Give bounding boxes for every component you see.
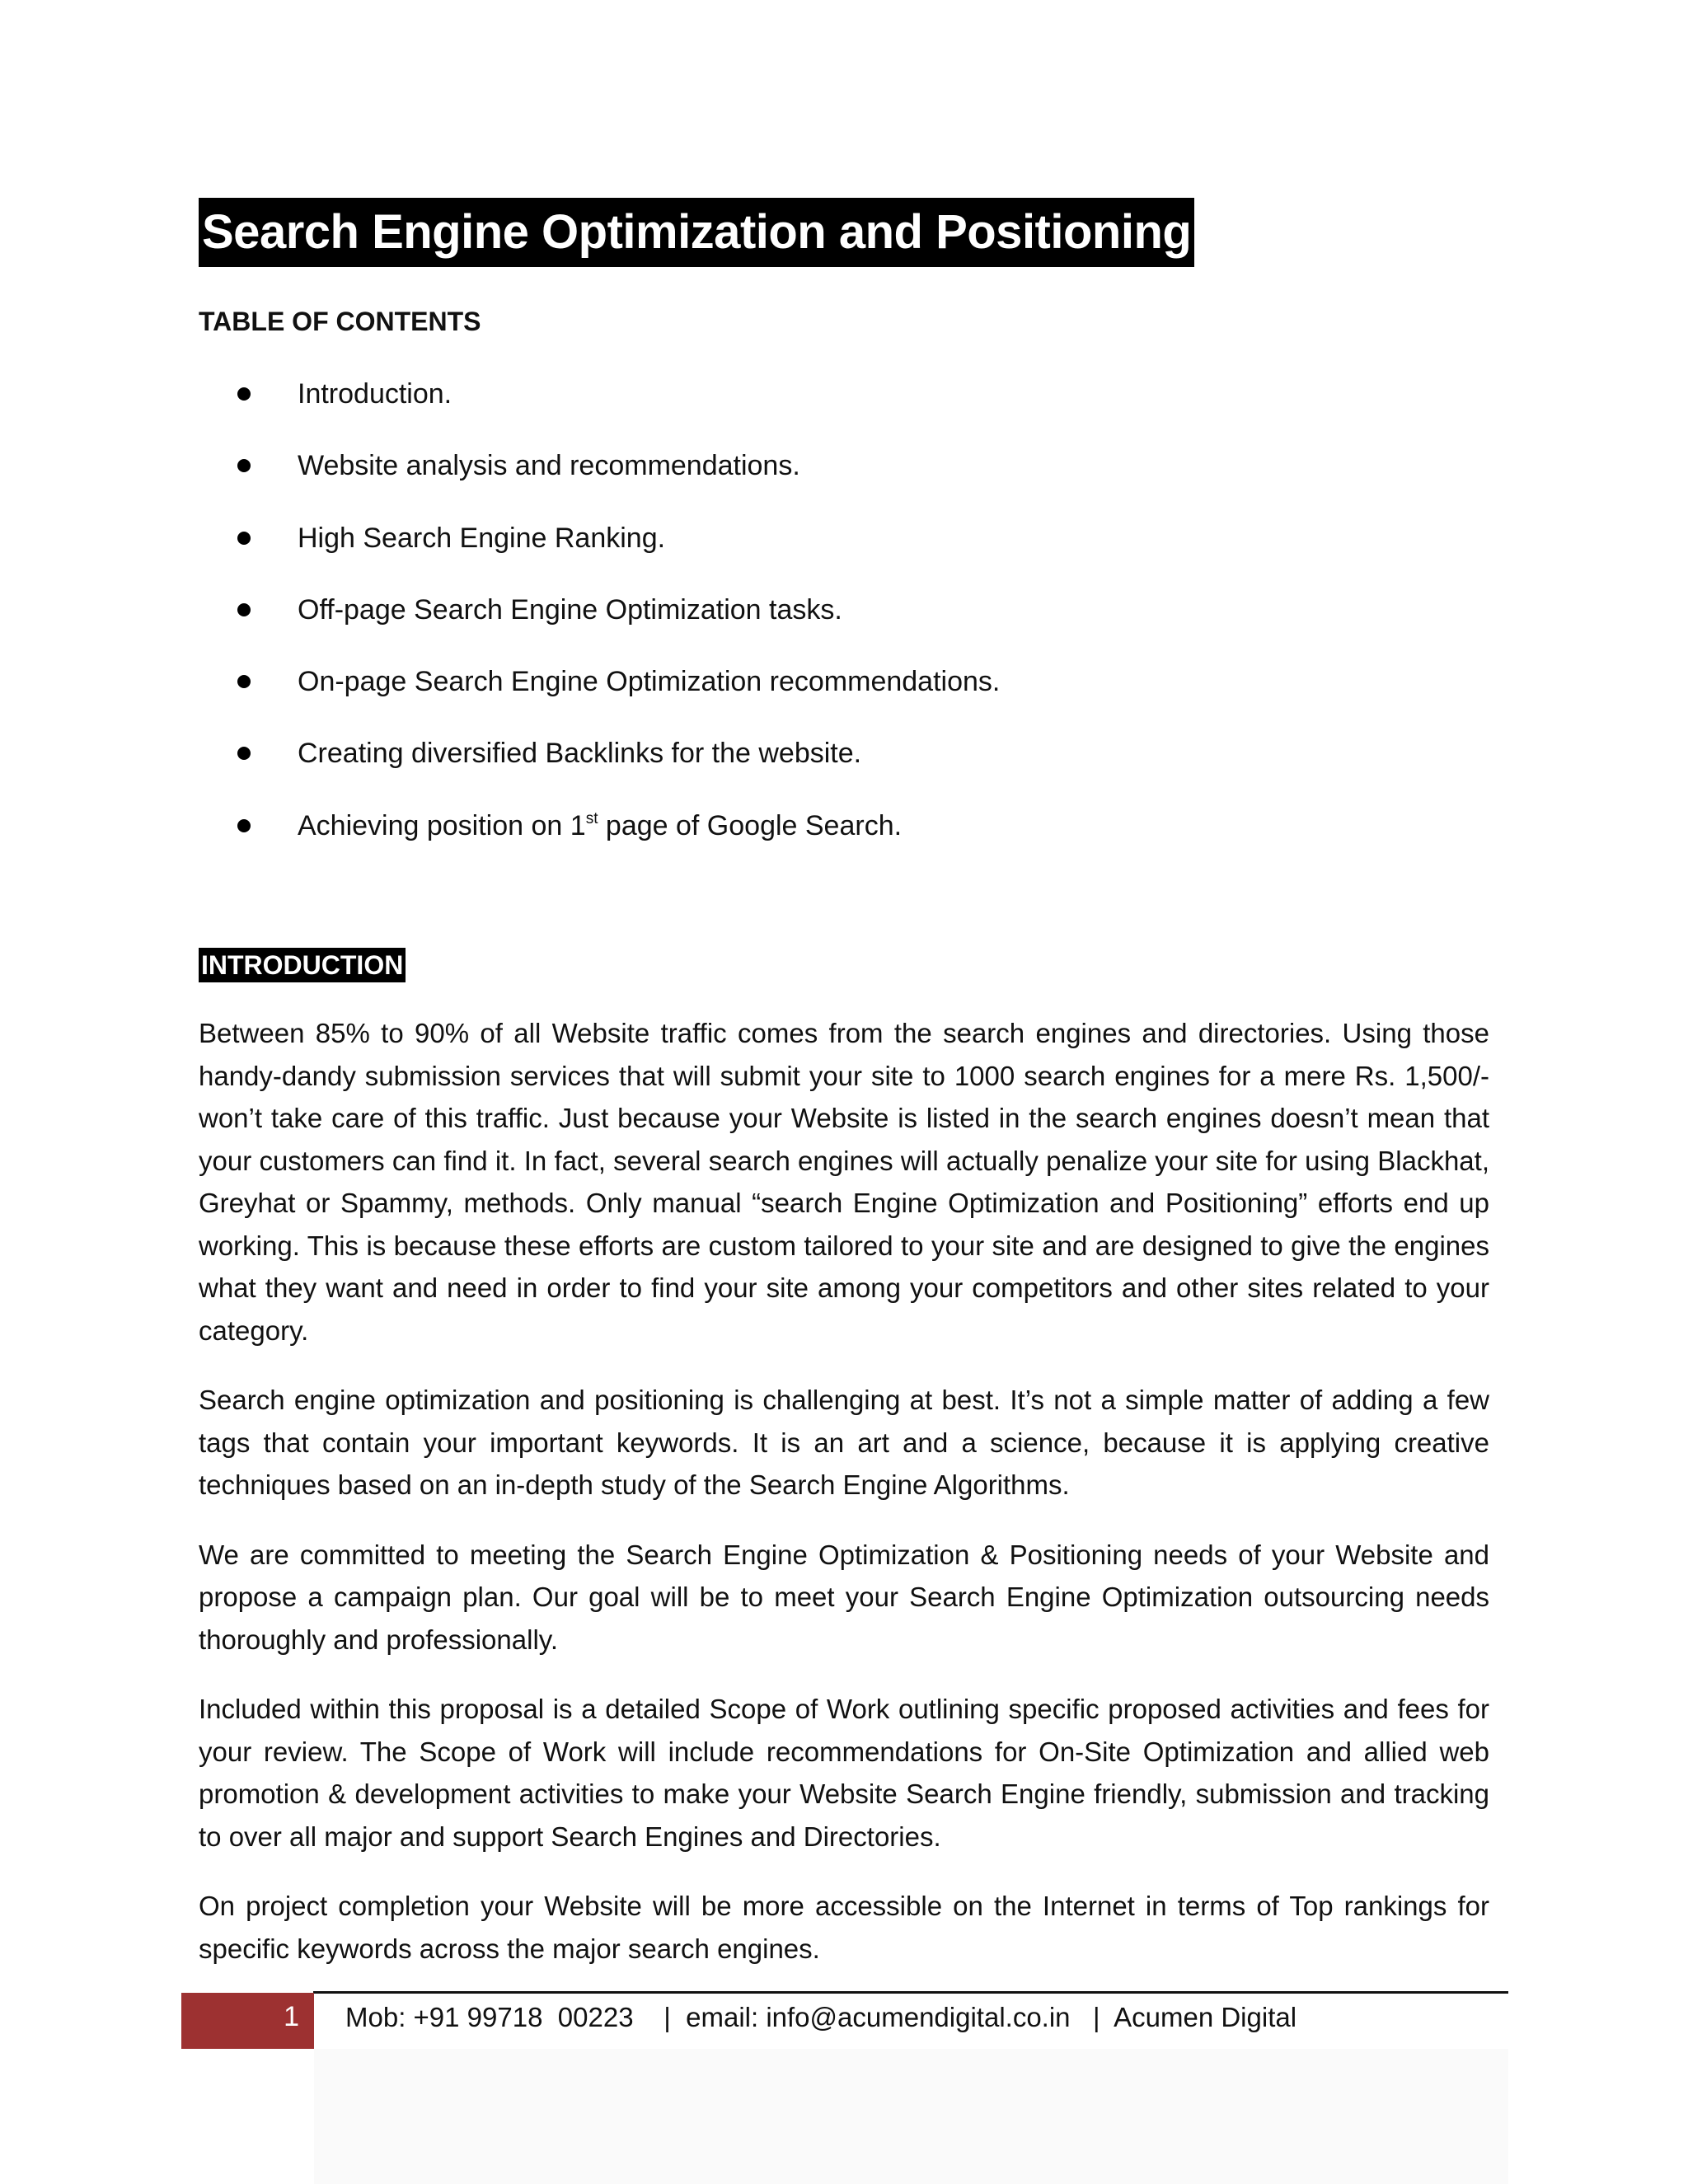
toc-item-superscript: st [585, 809, 598, 827]
toc-item-text: Website analysis and recommendations. [298, 450, 800, 482]
bullet-icon [237, 387, 251, 401]
paragraph: Between 85% to 90% of all Website traffic comes from the search engines and directories. Using those handy-dandy submission services that will submit your site to 1000 search engines for a mere Rs. 1,500/- won’t take care of this traffic. Just because your Website is listed in the search engines doesn’t mean that your customers can find it. In fact, several search engines will actually penalize your site for using Blackhat, Greyhat or Spammy, methods. Only manual “search Engine Optimization and Positioning” efforts end up working. This is because these efforts are custom tailored to your site and are designed to give the engines what they want and need in order to find your site among your competitors and other sites related to your category. [199, 1018, 1489, 1346]
paragraph: On project completion your Website will be more accessible on the Internet in terms of Top rankings for specific keywords across the major search engines. [199, 1891, 1489, 1964]
bullet-icon [237, 532, 251, 545]
toc-item-text-before: Achieving position on 1 [298, 809, 586, 841]
toc-item-text [298, 804, 902, 847]
introduction-body [199, 1012, 1489, 1997]
bullet-icon [237, 819, 251, 832]
bullet-icon [237, 747, 251, 760]
toc-item-text: Off-page Search Engine Optimization tasks. [298, 593, 842, 626]
paragraph: We are committed to meeting the Search Engine Optimization & Positioning needs of your Website and propose a campaign plan. Our goal will be to meet your Search Engine Optimization outsourcing needs thoroughly and professionally. [199, 1539, 1489, 1655]
paragraph: Search engine optimization and positioning is challenging at best. It’s not a simple matter of adding a few tags that contain your important keywords. It is an art and a science, because it is applying creative techniques based on an in-depth study of the Search Engine Algorithms. [199, 1385, 1489, 1500]
footer-divider [313, 1991, 1508, 1994]
toc-item-text: Introduction. [298, 378, 452, 410]
footer-page-badge [181, 1993, 314, 2049]
toc-item-text-after: page of Google Search. [598, 809, 903, 841]
page-number: 1 [284, 2001, 299, 2032]
page-title: Search Engine Optimization and Positioning [199, 198, 1194, 267]
bullet-icon [237, 675, 251, 688]
bullet-icon [237, 603, 251, 616]
toc-item-text: Creating diversified Backlinks for the website. [298, 738, 862, 770]
footer-shadow [314, 2049, 1508, 2184]
toc-heading: TABLE OF CONTENTS [199, 307, 481, 336]
toc-item-text: On-page Search Engine Optimization recommendations. [298, 666, 1001, 698]
introduction-heading: INTRODUCTION [199, 948, 406, 982]
paragraph: Included within this proposal is a detailed Scope of Work outlining specific proposed activities and fees for your review. The Scope of Work will include recommendations for On-Site Optimization and allied web promotion & development activities to make your Website Search Engine friendly, submission and tracking to over all major and support Search Engines and Directories. [199, 1694, 1489, 1852]
toc-item-text: High Search Engine Ranking. [298, 522, 666, 554]
bullet-icon [237, 459, 251, 472]
footer-contact: Mob: +91 99718 00223 | email: info@acumendigital.co.in | Acumen Digital [345, 2002, 1297, 2032]
